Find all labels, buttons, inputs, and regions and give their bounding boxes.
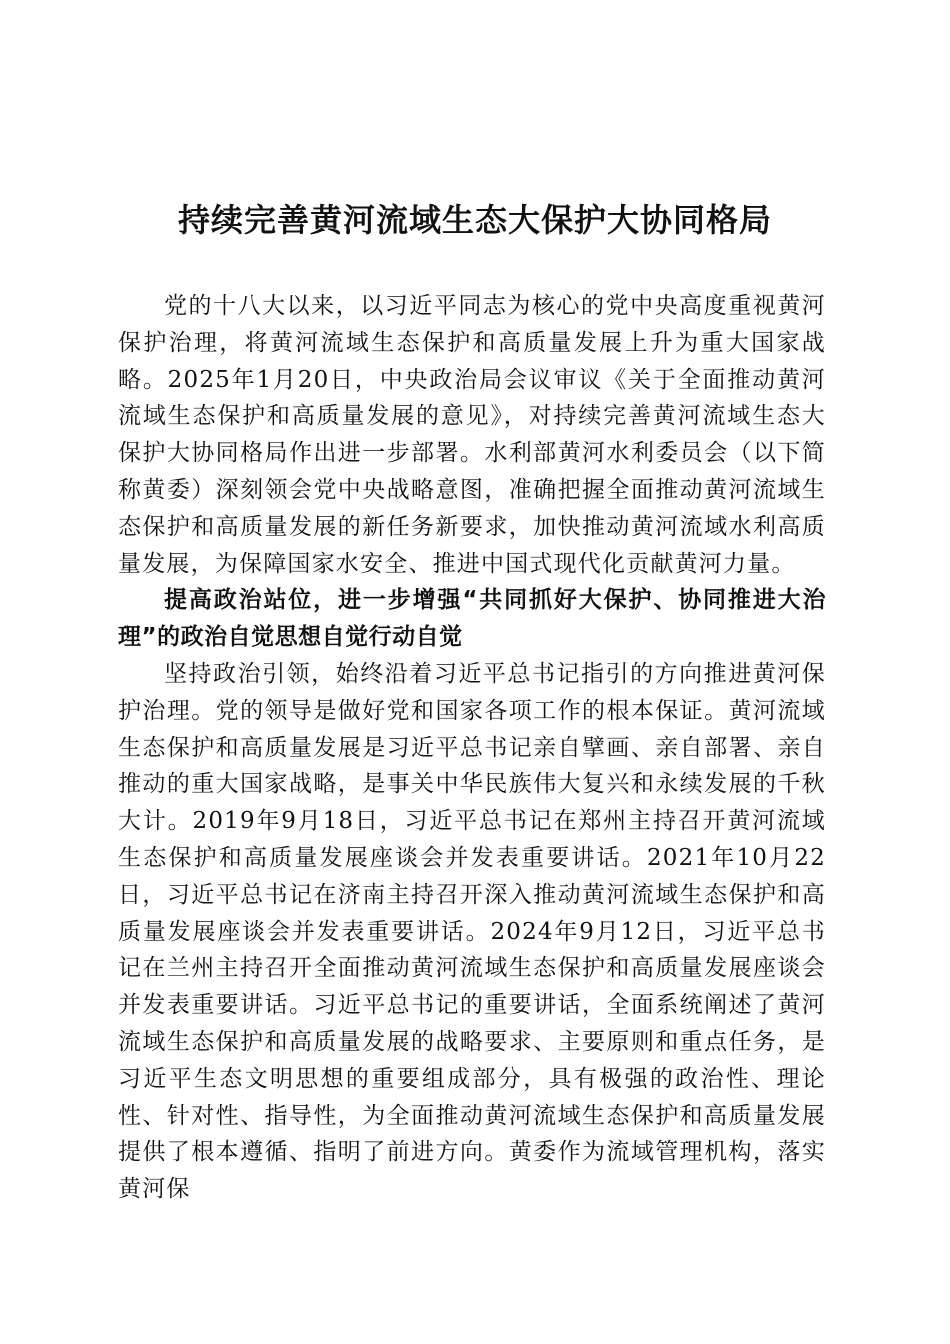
document-body bbox=[118, 288, 826, 1208]
document-title: 持续完善黄河流域生态大保护大协同格局 bbox=[177, 201, 772, 239]
section-paragraph: 坚持政治引领，始终沿着习近平总书记指引的方向推进黄河保护治理。党的领导是做好党和国家各项工作的根本保证。黄河流域生态保护和高质量发展是习近平总书记亲自擘画、亲自部署、亲自推动的重大国家战略，是事关中华民族伟大复兴和永续发展的千秋大计。2019年9月18日，习近平总书记在郑州主持召开黄河流域生态保护和高质量发展座谈会并发表重要讲话。2021年10月22日，习近平总书记在济南主持召开深入推动黄河流域生态保护和高质量发展座谈会并发表重要讲话。2024年9月12日，习近平总书记在兰州主持召开全面推动黄河流域生态保护和高质量发展座谈会并发表重要讲话。习近平总书记的重要讲话，全面系统阐述了黄河流域生态保护和高质量发展的战略要求、主要原则和重点任务，是习近平生态文明思想的重要组成部分，具有极强的政治性、理论性、针对性、指导性，为全面推动黄河流域生态保护和高质量发展提供了根本遵循、指明了前进方向。黄委作为流域管理机构，落实黄河保 bbox=[118, 660, 826, 1203]
intro-paragraph: 党的十八大以来，以习近平同志为核心的党中央高度重视黄河保护治理，将黄河流域生态保护和高质量发展上升为重大国家战略。2025年1月20日，中央政治局会议审议《关于全面推动黄河流域生态保护和高质量发展的意见》，对持续完善黄河流域生态大保护大协同格局作出进一步部署。水利部黄河水利委员会（以下简称黄委）深刻领会党中央战略意图，准确把握全面推动黄河流域生态保护和高质量发展的新任务新要求，加快推动黄河流域水利高质量发展，为保障国家水安全、推进中国式现代化贡献黄河力量。 bbox=[118, 293, 826, 577]
section-heading: 提高政治站位，进一步增强“共同抓好大保护、协同推进大治理”的政治自觉思想自觉行动自觉 bbox=[118, 587, 826, 651]
